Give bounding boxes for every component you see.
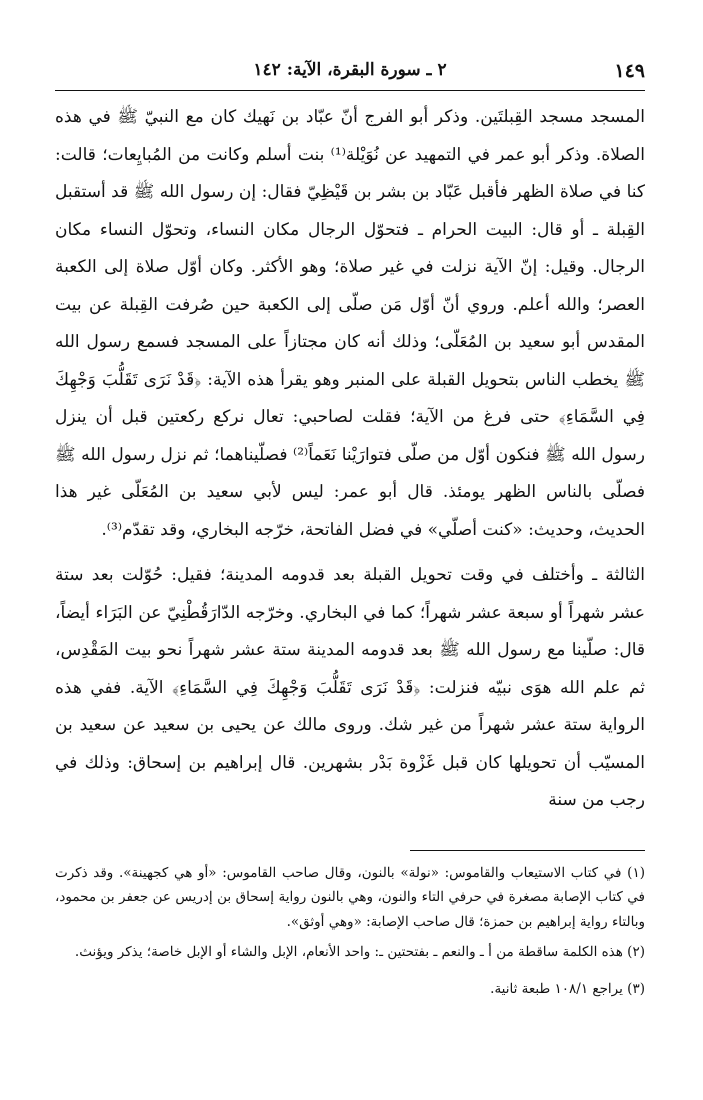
running-title: ٢ ـ سورة البقرة، الآية: ١٤٢ xyxy=(253,60,447,80)
footnote-2: (٢) هذه الكلمة ساقطة من أ ـ والنعم ـ بفتحتين ـ: واحد الأنعام، الإبل والشاء أو الإبل خاصة؛ يذكر ويؤنث. xyxy=(74,944,645,960)
body-paragraph: المسجد مسجد القِبلتَين. وذكر أبو الفرج أنّ عبّاد بن نَهيك كان مع النبيّ ﷺ في هذه الصلاة. وذكر أبو عمر في التمهيد عن نُوَيْلة⁽¹⁾ بنت أسلم وكانت من المُبايِعات؛ قالت: كنا في صلاة الظهر فأقبل عَبّاد بن بشر بن قَيْظِيّ فقال: إن رسول الله ﷺ قد أستقبل القِبلة ـ أو قال: البيت الحرام ـ فتحوّل الرجال مكان النساء، وتحوّل النساء مكان الرجال. وقيل: إنّ الآية نزلت في غير صلاة؛ وهو الأكثر. وكان أوّل صلاة إلى الكعبة العصر؛ والله أعلم. وروي أنّ أوّل مَن صلّى إلى الكعبة حين صُرفت القِبلة عن بيت المقدس أبو سعيد بن المُعَلّى؛ وذلك أنه كان مجتازاً على المسجد فسمع رسول الله ﷺ يخطب الناس بتحويل القبلة على المنبر وهو يقرأ هذه الآية: ﴿قَدْ نَرَى تَقَلُّبَ وَجْهِكَ فِي السَّمَاءِ﴾ حتى فرغ من الآية؛ فقلت لصاحبي: تعال نركع ركعتين قبل أن ينزل رسول الله ﷺ فنكون أوّل من صلّى فتوارَيْنا نَعَماً⁽²⁾ فصلّيناهما؛ ثم نزل رسول الله ﷺ فصلّى بالناس الظهر يومئذ. قال أبو عمر: ليس لأبي سعيد بن المُعَلّى غير هذا الحديث، وحديث: «كنت أصلّي» في فضل الفاتحة، خرّجه البخاري، وقد تقدّم⁽³⁾. xyxy=(55,107,646,540)
header-rule xyxy=(55,90,645,91)
body-paragraph: الثالثة ـ وأختلف في وقت تحويل القبلة بعد قدومه المدينة؛ فقيل: حُوّلت بعد ستة عشر شهراً أو سبعة عشر شهراً؛ كما في البخاري. وخرّجه الدّارَقُطْنِيّ عن البَرَاء أيضاً، قال: صلّينا مع رسول الله ﷺ بعد قدومه المدينة ستة عشر شهراً نحو بيت المَقْدِس، ثم علم الله هوَى نبيّه فنزلت: ﴿قَدْ نَرَى تَقَلُّبَ وَجْهِكَ فِي السَّمَاءِ﴾ الآية. ففي هذه الرواية ستة عشر شهراً من غير شك. وروى مالك عن يحيى بن سعيد عن سعيد بن المسيّب أن تحويلها كان قبل غَزْوة بَدْر بشهرين. قال إبراهيم بن إسحاق: وذلك في رجب من سنة xyxy=(55,565,645,810)
footnote-separator xyxy=(410,850,645,851)
footnote-3: (٣) يراجع ١٠٨/١ طبعة ثانية. xyxy=(490,980,645,997)
footnotes xyxy=(55,861,645,1002)
page-number: ١٤٩ xyxy=(614,60,645,82)
footnote-1: (١) في كتاب الاستيعاب والقاموس: «نولة» بالنون، وقال صاحب القاموس: «أو هي كجهينة». وقد ذكرت في كتاب الإصابة مصغرة في حرفي التاء والنون، وهي بالنون رواية إسحاق بن إدريس عن جعفر بن محمود، وبالتاء رواية إبراهيم بن حمزة؛ قال صاحب الإصابة: «وهي أوثق». xyxy=(55,864,645,930)
book-page xyxy=(55,60,645,1080)
main-text xyxy=(55,99,645,820)
running-header xyxy=(55,60,645,86)
